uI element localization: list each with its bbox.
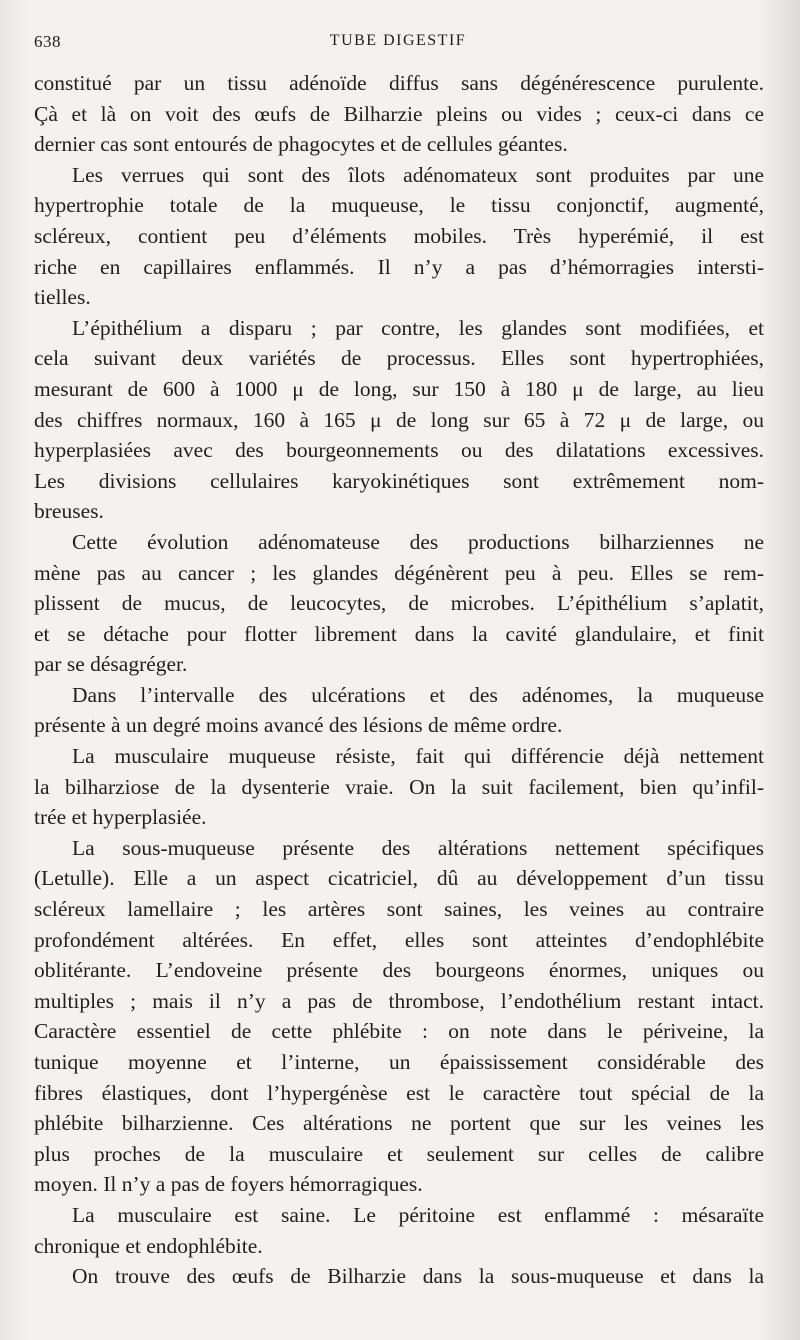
page-number: 638	[34, 32, 61, 51]
text-line: tunique moyenne et l’interne, un épaississement considérable des	[34, 1050, 764, 1074]
text-line: fibres élastiques, dont l’hypergénèse est le caractère tout spécial de la	[34, 1080, 764, 1105]
running-title: TUBE DIGESTIF	[329, 32, 467, 49]
text-line: Les verrues qui sont des îlots adénomateux sont produites par une	[72, 162, 764, 187]
text-line: scléreux lamellaire ; les artères sont saines, les veines au contraire	[34, 897, 764, 922]
text-line: la bilharziose de la dysenterie vraie. On la suit facilement, bien qu’infil-	[34, 774, 764, 799]
body-text	[34, 68, 764, 1292]
text-line: hyperplasiées avec des bourgeonnements ou des dilatations excessives.	[34, 438, 764, 463]
text-line: mesurant de 600 à 1000 μ de long, sur 150 à 180 μ de large, au lieu	[34, 376, 764, 401]
text-line: dernier cas sont entourés de phagocytes et de cellules géantes.	[34, 132, 568, 157]
text-line: phlébite bilharzienne. Ces altérations ne portent que sur les veines les	[34, 1111, 764, 1136]
text-line: constitué par un tissu adénoïde diffus sans dégénérescence purulente.	[34, 71, 764, 95]
text-line: riche en capillaires enflammés. Il n’y a pas d’hémorragies intersti-	[34, 254, 764, 279]
text-line: Caractère essentiel de cette phlébite : on note dans le périveine, la	[34, 1019, 764, 1044]
text-line: oblitérante. L’endoveine présente des bourgeons énormes, uniques ou	[34, 958, 764, 983]
text-line: mène pas au cancer ; les glandes dégénèrent peu à peu. Elles se rem-	[34, 560, 764, 585]
paragraph	[34, 1200, 764, 1261]
paragraph	[34, 160, 764, 313]
text-line: moyen. Il n’y a pas de foyers hémorragiques.	[34, 1172, 423, 1197]
text-line: On trouve des œufs de Bilharzie dans la sous-muqueuse et dans la	[72, 1264, 764, 1289]
text-line: Çà et là on voit des œufs de Bilharzie pleins ou vides ; ceux-ci dans ce	[34, 101, 764, 126]
text-line: La musculaire est saine. Le péritoine est enflammé : mésaraïte	[72, 1202, 764, 1227]
text-line: Dans l’intervalle des ulcérations et des adénomes, la muqueuse	[72, 682, 764, 707]
text-line: tielles.	[34, 285, 91, 310]
text-line: trée et hyperplasiée.	[34, 805, 207, 830]
text-line: breuses.	[34, 499, 104, 524]
text-line: présente à un degré moins avancé des lésions de même ordre.	[34, 713, 563, 738]
text-line: plus proches de la musculaire et seulement sur celles de calibre	[34, 1141, 764, 1166]
paragraph	[34, 741, 764, 833]
text-line: scléreux, contient peu d’éléments mobiles. Très hyperémié, il est	[34, 223, 764, 248]
text-line: (Letulle). Elle a un aspect cicatriciel, dû au développement d’un tissu	[34, 866, 764, 891]
text-line: et se détache pour flotter librement dans la cavité glandulaire, et finit	[34, 621, 764, 646]
paragraph	[34, 313, 764, 527]
paragraph	[34, 527, 764, 680]
text-line: des chiffres normaux, 160 à 165 μ de long sur 65 à 72 μ de large, ou	[34, 407, 764, 432]
text-line: chronique et endophlébite.	[34, 1233, 263, 1258]
text-line: multiples ; mais il n’y a pas de thrombose, l’endothélium restant intact.	[34, 988, 764, 1013]
text-line: profondément altérées. En effet, elles sont atteintes d’endophlébite	[34, 927, 764, 952]
paragraph	[34, 680, 764, 741]
text-line: par se désagréger.	[34, 652, 188, 677]
paragraph	[34, 68, 764, 160]
text-line: L’épithélium a disparu ; par contre, les glandes sont modifiées, et	[72, 315, 764, 340]
paragraph	[34, 1261, 764, 1292]
text-line: Les divisions cellulaires karyokinétiques sont extrêmement nom-	[34, 468, 764, 493]
paragraph	[34, 833, 764, 1200]
text-line: Cette évolution adénomateuse des productions bilharziennes ne	[72, 529, 764, 554]
page-header	[34, 32, 762, 56]
text-line: hypertrophie totale de la muqueuse, le tissu conjonctif, augmenté,	[34, 193, 764, 218]
text-line: cela suivant deux variétés de processus. Elles sont hypertrophiées,	[34, 346, 764, 371]
text-line: La sous-muqueuse présente des altérations nettement spécifiques	[72, 835, 764, 860]
text-line: plissent de mucus, de leucocytes, de microbes. L’épithélium s’aplatit,	[34, 591, 764, 616]
text-line: La musculaire muqueuse résiste, fait qui différencie déjà nettement	[72, 744, 764, 769]
